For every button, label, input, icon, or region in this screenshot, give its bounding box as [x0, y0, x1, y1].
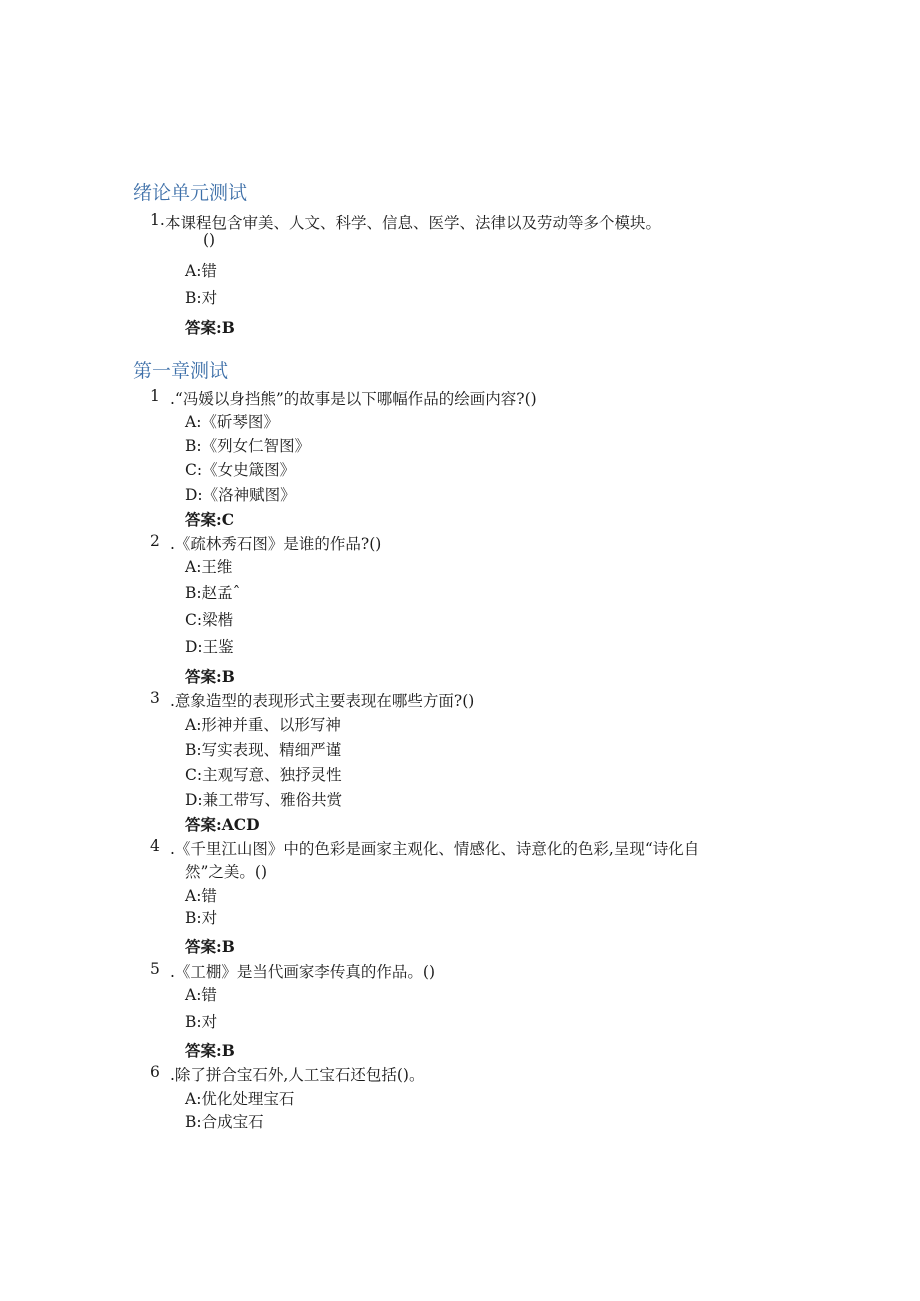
question-text: 本课程包含审美、人文、科学、信息、医学、法律以及劳动等多个模块。	[165, 214, 662, 232]
question-number: 4	[150, 837, 160, 855]
question-text: .《千里江山图》中的色彩是画家主观化、情感化、诗意化的色彩,呈现“诗化自	[170, 840, 700, 858]
question-text: .《工棚》是当代画家李传真的作品。()	[170, 963, 436, 981]
question-text-cont: 然”之美。()	[185, 863, 268, 881]
option: B:写实表现、精细严谨	[185, 741, 342, 759]
question-text: .“冯媛以身挡熊”的故事是以下哪幅作品的绘画内容?()	[170, 390, 537, 408]
option: A:形神并重、以形写神	[185, 716, 341, 734]
option: C:主观写意、独抒灵性	[185, 766, 342, 784]
option: D:《洛神赋图》	[185, 486, 296, 504]
answer: 答案:C	[185, 510, 235, 529]
question-text: .意象造型的表现形式主要表现在哪些方面?()	[170, 692, 475, 710]
option: B:合成宝石	[185, 1113, 264, 1131]
option: A:错	[185, 262, 217, 280]
answer: 答案:B	[185, 1041, 235, 1060]
option: A:错	[185, 887, 217, 905]
option: A:《斫琴图》	[185, 413, 279, 431]
question-number: 2	[150, 532, 160, 550]
question-number: 3	[150, 689, 160, 707]
question-number: 6	[150, 1063, 160, 1081]
question-text: .《疏林秀石图》是谁的作品?()	[170, 535, 382, 553]
option: A:错	[185, 986, 217, 1004]
question-number: 1.	[150, 211, 165, 229]
option: B:对	[185, 289, 218, 307]
question-number: 1	[150, 387, 160, 405]
answer: 答案:B	[185, 937, 235, 956]
option: A:王维	[185, 558, 233, 576]
option: C:梁楷	[185, 611, 234, 629]
section-title-intro: 绪论单元测试	[133, 182, 248, 204]
option: A:优化处理宝石	[185, 1090, 295, 1108]
option: B:赵孟ˆ	[185, 584, 241, 602]
question-text-cont: ()	[203, 231, 216, 249]
section-title-chapter-1: 第一章测试	[133, 360, 229, 382]
answer: 答案:B	[185, 667, 235, 686]
question-number: 5	[150, 960, 160, 978]
answer: 答案:B	[185, 318, 235, 337]
question-text: .除了拼合宝石外,人工宝石还包括()。	[170, 1066, 425, 1084]
option: D:兼工带写、雅俗共赏	[185, 791, 343, 809]
option: D:王鉴	[185, 638, 234, 656]
answer: 答案:ACD	[185, 815, 260, 834]
option: C:《女史箴图》	[185, 461, 296, 479]
option: B:对	[185, 909, 218, 927]
option: B:对	[185, 1013, 218, 1031]
option: B:《列女仁智图》	[185, 437, 311, 455]
